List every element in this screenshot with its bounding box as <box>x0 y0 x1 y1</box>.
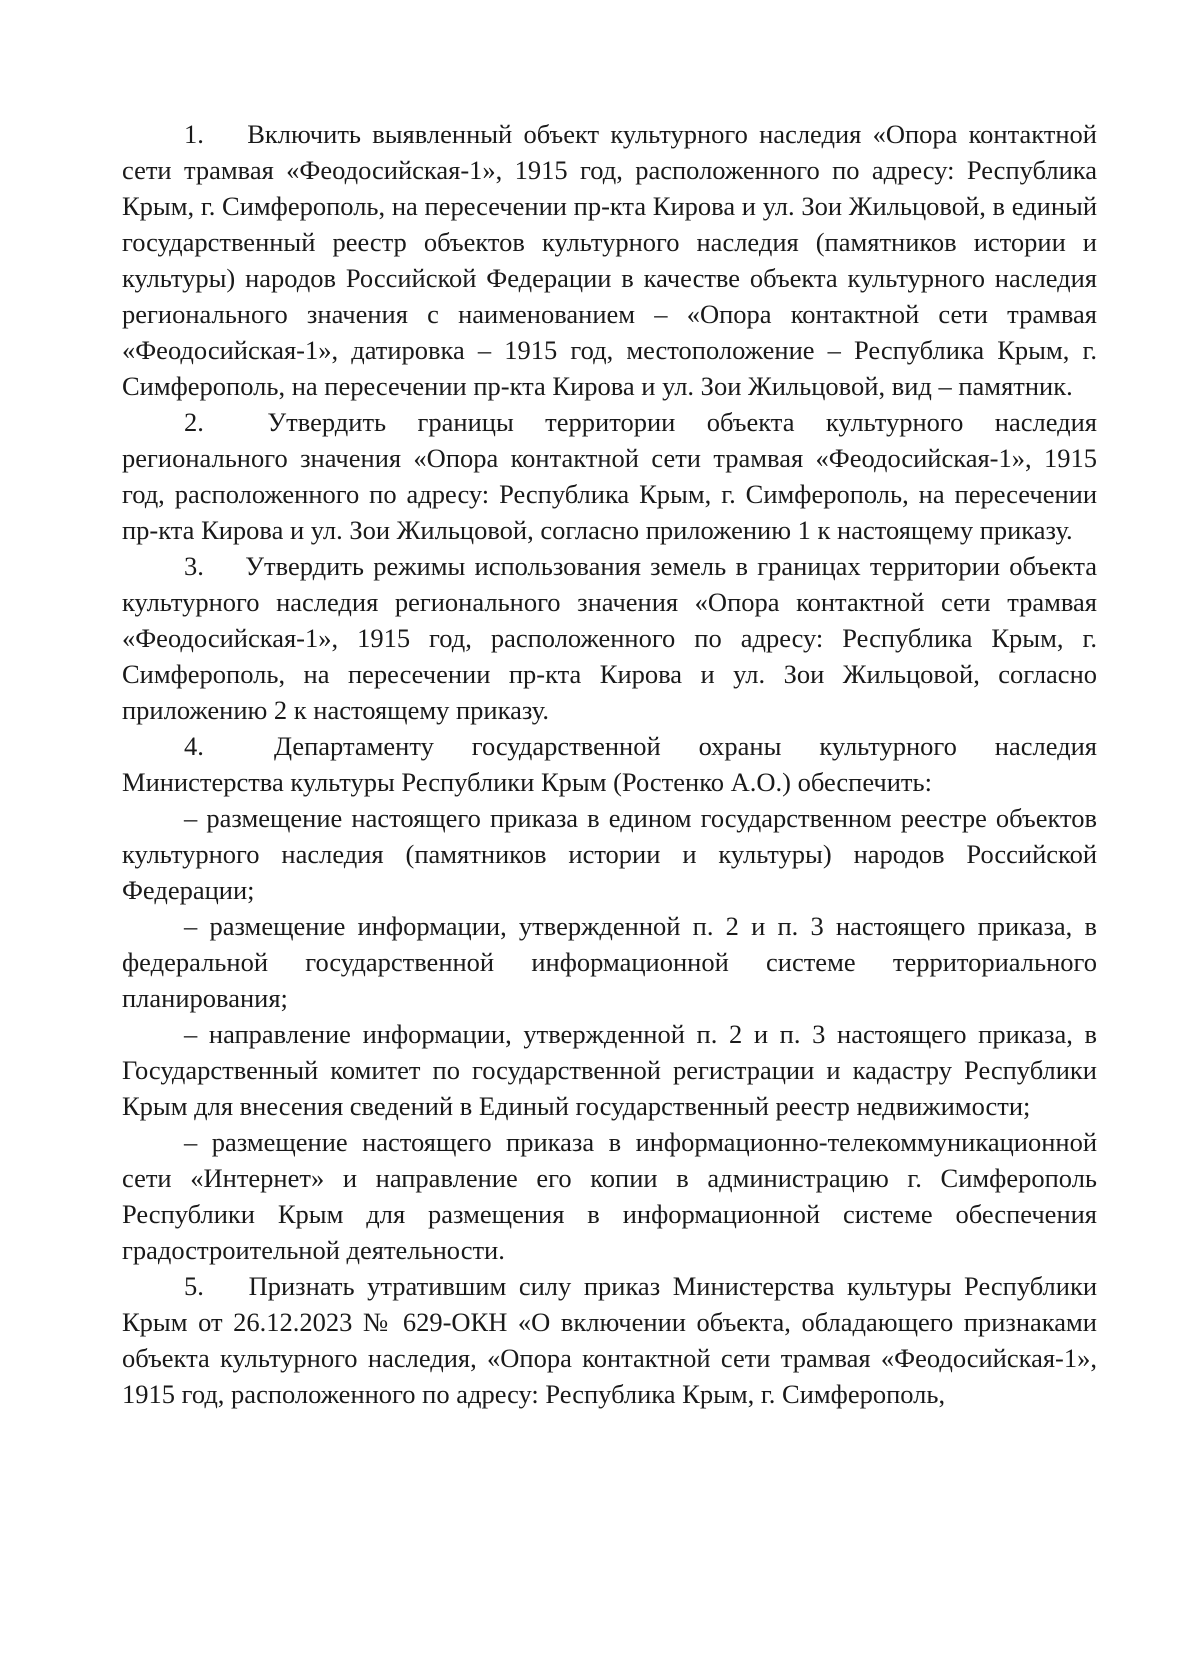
paragraph-text: Утвердить границы территории объекта культурного наследия регионального значения «Опора контактной сети трамвая «Феодосийская-1», 1915 год, расположенного по адресу: Республика Крым, г. Симферополь, на пересечении пр-кта Кирова и ул. Зои Жильцовой, согласно приложению 1 к настоящему приказу. <box>122 407 1097 545</box>
paragraph-number: 3. <box>184 551 204 581</box>
paragraph-3 <box>122 548 1097 728</box>
paragraph-2 <box>122 404 1097 548</box>
dash-item-4: – размещение настоящего приказа в информационно-телекоммуникационной сети «Интернет» и направление его копии в администрацию г. Симферополь Республики Крым для размещения в информационной системе обеспечения градостроительной деятельности. <box>122 1127 1097 1265</box>
dash-item-2: – размещение информации, утвержденной п. 2 и п. 3 настоящего приказа, в федеральной государственной информационной системе территориального планирования; <box>122 911 1097 1013</box>
document-body <box>122 116 1097 1412</box>
paragraph-4 <box>122 728 1097 800</box>
paragraph-text: Признать утратившим силу приказ Министерства культуры Республики Крым от 26.12.2023 № 629-ОКН «О включении объекта, обладающего признаками объекта культурного наследия, «Опора контактной сети трамвая «Феодосийская-1», 1915 год, расположенного по адресу: Республика Крым, г. Симферополь, <box>122 1271 1098 1409</box>
paragraph-number: 5. <box>184 1271 204 1301</box>
paragraph-text: Утвердить режимы использования земель в границах территории объекта культурного наследия регионального значения «Опора контактной сети трамвая «Феодосийская-1», 1915 год, расположенного по адресу: Республика Крым, г. Симферополь, на пересечении пр-кта Кирова и ул. Зои Жильцовой, согласно приложению 2 к настоящему приказу. <box>122 551 1097 725</box>
paragraph-number: 2. <box>184 407 204 437</box>
dash-item-3: – направление информации, утвержденной п. 2 и п. 3 настоящего приказа, в Государственный комитет по государственной регистрации и кадастру Республики Крым для внесения сведений в Единый государственный реестр недвижимости; <box>122 1019 1097 1121</box>
paragraph-number: 1. <box>184 119 204 149</box>
paragraph-text: Департаменту государственной охраны культурного наследия Министерства культуры Республики Крым (Ростенко А.О.) обеспечить: <box>122 731 1098 797</box>
paragraph-number: 4. <box>184 731 204 761</box>
paragraph-text: Включить выявленный объект культурного наследия «Опора контактной сети трамвая «Феодосийская-1», 1915 год, расположенного по адресу: Республика Крым, г. Симферополь, на пересечении пр-кта Кирова и ул. Зои Жильцовой, в единый государственный реестр объектов культурного наследия (памятников истории и культуры) народов Российской Федерации в качестве объекта культурного наследия регионального значения с наименованием – «Опора контактной сети трамвая «Феодосийская-1», датировка – 1915 год, местоположение – Республика Крым, г. Симферополь, на пересечении пр-кта Кирова и ул. Зои Жильцовой, вид – памятник. <box>122 119 1097 401</box>
paragraph-1 <box>122 116 1097 404</box>
paragraph-5 <box>122 1268 1097 1412</box>
dash-item-1: – размещение настоящего приказа в едином государственном реестре объектов культурного наследия (памятников истории и культуры) народов Российской Федерации; <box>122 803 1097 905</box>
